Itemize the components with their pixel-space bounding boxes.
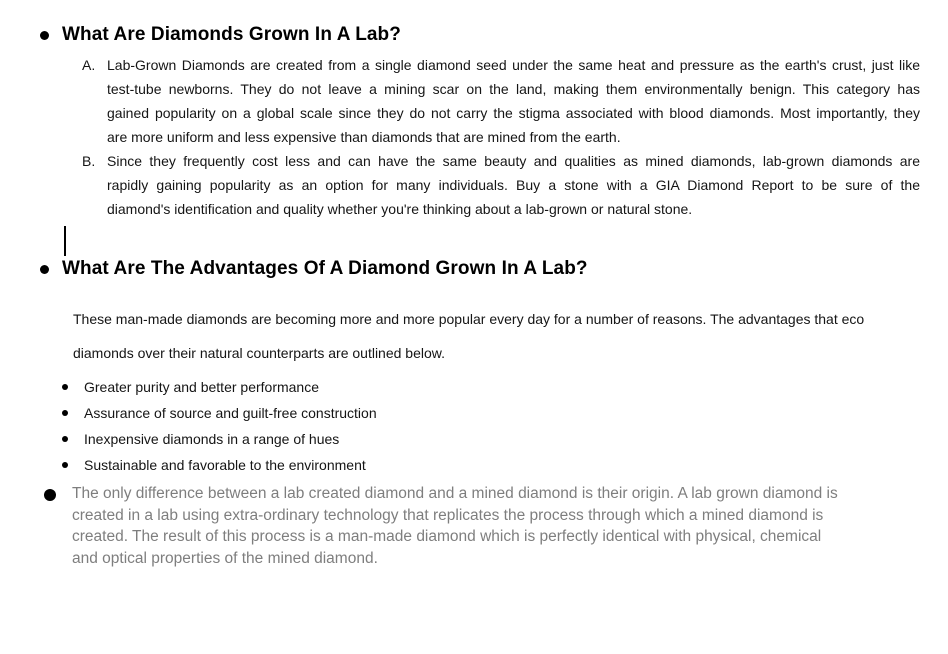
list-item-text[interactable]: Greater purity and better performance [84, 379, 320, 395]
paragraph-line[interactable]: are more uniform and less expensive than diamonds that are mined from the earth. [107, 129, 621, 145]
paragraph-line[interactable]: created. The result of this process is a man-made diamond which is perfectly identical with physical, chemical [72, 528, 822, 546]
bullet-icon [62, 436, 68, 442]
paragraph-line[interactable]: These man-made diamonds are becoming more and more popular every day for a number of reasons. The advantages that eco [73, 311, 865, 327]
bullet-icon [40, 31, 49, 40]
bullet-icon [62, 462, 68, 468]
paragraph-line[interactable]: gained popularity on a global scale since they do not carry the stigma associated with blood diamonds. Most importantly, they [107, 105, 920, 121]
note-item [0, 483, 948, 570]
bullet-icon [44, 489, 56, 501]
paragraph-a[interactable] [107, 53, 920, 149]
bullet-icon [40, 265, 49, 274]
list-item[interactable] [0, 426, 948, 452]
bullet-icon [62, 410, 68, 416]
paragraph-line[interactable]: and optical properties of the mined diamond. [72, 550, 378, 568]
bullet-icon [62, 384, 68, 390]
list-marker-a: A. [82, 57, 96, 73]
list-item-text[interactable]: Sustainable and favorable to the environment [84, 457, 366, 473]
paragraph-line[interactable]: test-tube newborns. They do not leave a mining scar on the land, making them environmentally benign. This category has [107, 81, 920, 97]
note-paragraph[interactable] [72, 483, 914, 570]
list-item-text[interactable]: Assurance of source and guilt-free construction [84, 405, 377, 421]
paragraph-line[interactable]: rapidly gaining popularity as an option for many individuals. Buy a stone with a GIA Diamond Report to be sure of the [107, 177, 920, 193]
list-item[interactable] [0, 452, 948, 478]
paragraph-b[interactable] [107, 149, 920, 221]
section1-heading-row [0, 0, 948, 46]
section2-heading-row [0, 258, 948, 280]
list-marker-b: B. [82, 153, 96, 169]
text-cursor [64, 226, 66, 256]
list-item[interactable] [0, 400, 948, 426]
intro-paragraph[interactable] [73, 302, 935, 370]
paragraph-line[interactable]: created in a lab using extra-ordinary technology that replicates the process through which a mined diamond is [72, 506, 824, 524]
list-item-b [82, 149, 920, 221]
advantages-list [0, 374, 948, 478]
paragraph-line[interactable]: The only difference between a lab created diamond and a mined diamond is their origin. A lab grown diamond is [72, 485, 838, 502]
list-item-a [82, 53, 920, 149]
section1-heading[interactable]: What Are Diamonds Grown In A Lab? [62, 24, 401, 45]
paragraph-line[interactable]: Lab-Grown Diamonds are created from a single diamond seed under the same heat and pressure as the earth's crust, just like [107, 57, 920, 73]
list-item-text[interactable]: Inexpensive diamonds in a range of hues [84, 431, 340, 447]
section2-heading[interactable]: What Are The Advantages Of A Diamond Grown In A Lab? [62, 258, 588, 279]
paragraph-line[interactable]: diamonds over their natural counterparts are outlined below. [73, 345, 445, 361]
paragraph-line[interactable]: Since they frequently cost less and can have the same beauty and qualities as mined diamonds, lab-grown diamonds are [107, 153, 920, 169]
lettered-list [82, 53, 920, 221]
list-item[interactable] [0, 374, 948, 400]
paragraph-line[interactable]: diamond's identification and quality whether you're thinking about a lab-grown or natural stone. [107, 201, 693, 217]
